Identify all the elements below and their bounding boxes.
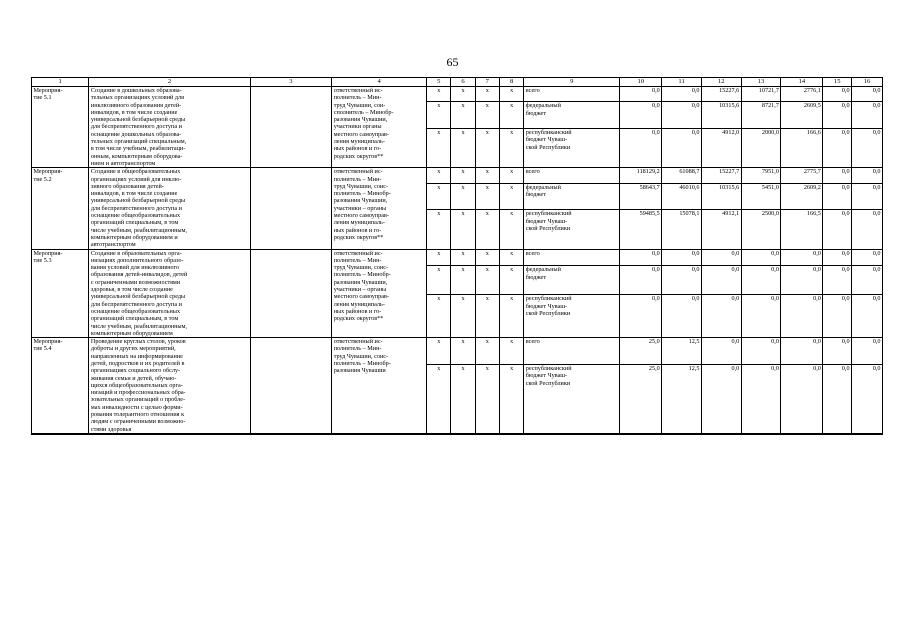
funding-value: 25,0 — [620, 365, 662, 434]
code-mark: x — [475, 338, 499, 365]
funding-value: 0,0 — [701, 338, 741, 365]
code-mark: x — [451, 183, 475, 210]
funding-value: 0,0 — [823, 102, 852, 129]
code-mark: x — [475, 87, 499, 102]
funding-source: всего — [524, 168, 620, 183]
funding-value: 0,0 — [620, 102, 662, 129]
funding-source: всего — [524, 87, 620, 102]
funding-value: 0,0 — [620, 129, 662, 168]
code-mark: x — [499, 210, 523, 249]
funding-value: 0,0 — [662, 295, 702, 338]
activity-description: Создание в образовательных орга- низациях дополнительного образо- вания условий для инклюзивного образования детей-инвалидов, детей с ограниченными возможностями здоровья, в том числе создание универсальной безбарьерной среды для беспрепятственного доступа и оснащение общеобразовательных организаций специальным, в том числе учебным, реабилитационным, компьютерным оборудованием — [89, 249, 250, 338]
funding-value: 2000,0 — [741, 129, 781, 168]
funding-value: 0,0 — [620, 249, 662, 266]
code-mark: x — [427, 338, 451, 365]
code-mark: x — [427, 129, 451, 168]
funding-value: 0,0 — [701, 249, 741, 266]
funding-value: 59485,5 — [620, 210, 662, 249]
funding-value: 0,0 — [620, 295, 662, 338]
column-number: 3 — [250, 78, 332, 87]
funding-value: 0,0 — [662, 87, 702, 102]
code-mark: x — [499, 295, 523, 338]
code-mark: x — [499, 338, 523, 365]
code-mark: x — [499, 129, 523, 168]
funding-value: 0,0 — [741, 249, 781, 266]
table-bottom-border — [31, 434, 883, 435]
activity-responsible: ответственный ис- полнитель – Мин- труд Чувашии, сои- сполнитель – Минобр- разования Чувашии, участники органы местного самоуправ- ления муниципаль- ных районов и го- родских округов** — [332, 87, 427, 168]
funding-value: 25,0 — [620, 338, 662, 365]
code-mark: x — [475, 102, 499, 129]
code-mark: x — [451, 365, 475, 434]
activity-col3 — [250, 338, 332, 434]
code-mark: x — [427, 249, 451, 266]
code-mark: x — [427, 183, 451, 210]
table-row — [32, 87, 883, 102]
column-number: 16 — [852, 78, 883, 87]
code-mark: x — [499, 266, 523, 295]
code-mark: x — [451, 210, 475, 249]
column-number: 6 — [451, 78, 475, 87]
funding-value: 118129,2 — [620, 168, 662, 183]
funding-value: 0,0 — [662, 249, 702, 266]
funding-value: 2776,1 — [781, 87, 823, 102]
code-mark: x — [475, 266, 499, 295]
funding-value: 0,0 — [741, 295, 781, 338]
code-mark: x — [451, 168, 475, 183]
funding-value: 0,0 — [852, 266, 883, 295]
funding-value: 0,0 — [741, 338, 781, 365]
code-mark: x — [427, 295, 451, 338]
code-mark: x — [427, 210, 451, 249]
code-mark: x — [475, 249, 499, 266]
code-mark: x — [451, 338, 475, 365]
code-mark: x — [475, 129, 499, 168]
funding-source: всего — [524, 338, 620, 365]
code-mark: x — [475, 295, 499, 338]
funding-value: 15078,1 — [662, 210, 702, 249]
code-mark: x — [499, 87, 523, 102]
code-mark: x — [451, 249, 475, 266]
code-mark: x — [427, 168, 451, 183]
funding-value: 0,0 — [823, 365, 852, 434]
code-mark: x — [499, 168, 523, 183]
funding-source: федеральный бюджет — [524, 266, 620, 295]
funding-value: 0,0 — [852, 249, 883, 266]
funding-value: 2609,5 — [781, 102, 823, 129]
funding-value: 12,5 — [662, 365, 702, 434]
funding-value: 2775,7 — [781, 168, 823, 183]
funding-value: 46010,6 — [662, 183, 702, 210]
funding-value: 10315,6 — [701, 102, 741, 129]
funding-value: 0,0 — [701, 295, 741, 338]
funding-source: республиканский бюджет Чуваш- ской Республики — [524, 295, 620, 338]
funding-source: федеральный бюджет — [524, 183, 620, 210]
funding-source: республиканский бюджет Чуваш- ской Республики — [524, 129, 620, 168]
column-number-row — [32, 78, 883, 87]
activity-col3 — [250, 168, 332, 249]
column-number: 9 — [524, 78, 620, 87]
code-mark: x — [499, 183, 523, 210]
funding-value: 0,0 — [852, 102, 883, 129]
funding-value: 0,0 — [823, 129, 852, 168]
column-number: 12 — [701, 78, 741, 87]
funding-value: 0,0 — [823, 183, 852, 210]
activity-description: Создание в общеобразовательных организациях условий для инклю- зивного образования детей- инвалидов, в том числе создание универсальной безбарьерной среды для беспрепятственного доступа и оснащение общеобразовательных организаций специальным, в том числе учебным, реабилитационным, компьютерным оборудованием и автотранспортом — [89, 168, 250, 249]
activity-description: Создание в дошкольных образова- тельных организациях условий для инклюзивного образования детей- инвалидов, в том числе создание универсальной безбарьерной среды для беспрепятственного доступа и оснащение дошкольных образова- тельных организаций специальным, в том числе учебным, реабилитаци- онным, компьютерным оборудова- нием и автотранспортом — [89, 87, 250, 168]
funding-value: 5451,0 — [741, 183, 781, 210]
funding-value: 166,5 — [781, 210, 823, 249]
code-mark: x — [475, 183, 499, 210]
activity-description: Проведение круглых столов, уроков доброты и других мероприятий, направленных на информирование детей, подростков и их родителей в организациях социального обслу- живания семьи и детей, обучаю- щихся общеобразовательных орга- низаций и профессиональных обра- зовательных организаций о пробле- мах инвалидности с целью форми- рования толерантного отношения к людям с ограниченными возможно- стями здоровья — [89, 338, 250, 434]
table-row — [32, 168, 883, 183]
column-number: 11 — [662, 78, 702, 87]
funding-value: 0,0 — [741, 365, 781, 434]
funding-source: всего — [524, 249, 620, 266]
code-mark: x — [499, 249, 523, 266]
funding-source: республиканский бюджет Чуваш- ской Республики — [524, 365, 620, 434]
funding-value: 0,0 — [662, 266, 702, 295]
funding-value: 0,0 — [701, 266, 741, 295]
funding-value: 15227,7 — [701, 168, 741, 183]
activity-responsible: ответственный ис- полнитель – Мин- труд Чувашии, соис- полнитель – Минобр- разования Чувашии, участники – органы местного самоуправ- ления муниципаль- ных районов и го- родских округов** — [332, 168, 427, 249]
code-mark: x — [475, 210, 499, 249]
funding-value: 0,0 — [852, 210, 883, 249]
activity-responsible: ответственный ис- полнитель – Мин- труд Чувашии, соис- полнитель – Минобр- разования Чувашии — [332, 338, 427, 434]
activity-code: Мероприя- тие 5.1 — [32, 87, 89, 168]
funding-value: 12,5 — [662, 338, 702, 365]
code-mark: x — [427, 365, 451, 434]
column-number: 1 — [32, 78, 89, 87]
funding-value: 0,0 — [620, 87, 662, 102]
activity-code: Мероприя- тие 5.4 — [32, 338, 89, 434]
column-number: 8 — [499, 78, 523, 87]
funding-source: федеральный бюджет — [524, 102, 620, 129]
code-mark: x — [475, 168, 499, 183]
funding-source: республиканский бюджет Чуваш- ской Республики — [524, 210, 620, 249]
column-number: 2 — [89, 78, 250, 87]
funding-value: 0,0 — [741, 266, 781, 295]
funding-value: 0,0 — [823, 249, 852, 266]
code-mark: x — [451, 295, 475, 338]
column-number: 14 — [781, 78, 823, 87]
activity-code: Мероприя- тие 5.2 — [32, 168, 89, 249]
column-number: 7 — [475, 78, 499, 87]
funding-value: 8721,7 — [741, 102, 781, 129]
funding-value: 0,0 — [823, 168, 852, 183]
column-number: 4 — [332, 78, 427, 87]
funding-value: 0,0 — [662, 102, 702, 129]
funding-value: 0,0 — [852, 338, 883, 365]
funding-value: 0,0 — [662, 129, 702, 168]
funding-value: 2609,2 — [781, 183, 823, 210]
funding-value: 0,0 — [852, 365, 883, 434]
code-mark: x — [451, 87, 475, 102]
column-number: 10 — [620, 78, 662, 87]
funding-value: 0,0 — [823, 338, 852, 365]
column-number: 15 — [823, 78, 852, 87]
funding-value: 0,0 — [620, 266, 662, 295]
code-mark: x — [451, 266, 475, 295]
funding-value: 0,0 — [781, 338, 823, 365]
funding-value: 0,0 — [781, 249, 823, 266]
column-number: 5 — [427, 78, 451, 87]
funding-value: 4912,1 — [701, 210, 741, 249]
funding-value: 0,0 — [781, 365, 823, 434]
funding-value: 61088,7 — [662, 168, 702, 183]
program-activities-table — [31, 77, 883, 434]
funding-value: 0,0 — [781, 266, 823, 295]
funding-value: 0,0 — [781, 295, 823, 338]
code-mark: x — [451, 102, 475, 129]
funding-value: 0,0 — [852, 168, 883, 183]
column-number: 13 — [741, 78, 781, 87]
funding-value: 0,0 — [823, 87, 852, 102]
activity-col3 — [250, 249, 332, 338]
funding-value: 10721,7 — [741, 87, 781, 102]
funding-value: 166,6 — [781, 129, 823, 168]
page-number: 65 — [446, 55, 459, 69]
activity-responsible: ответственный ис- полнитель – Мин- труд Чувашии, соис- полнитель – Минобр- разования Чувашии, участники – органы местного самоуправ- ления муниципаль- ных районов и го- родских округов** — [332, 249, 427, 338]
activity-code: Мероприя- тие 5.3 — [32, 249, 89, 338]
code-mark: x — [499, 102, 523, 129]
table-row — [32, 338, 883, 365]
funding-value: 10315,6 — [701, 183, 741, 210]
code-mark: x — [451, 129, 475, 168]
funding-value: 0,0 — [852, 129, 883, 168]
code-mark: x — [475, 365, 499, 434]
code-mark: x — [427, 266, 451, 295]
funding-value: 0,0 — [852, 87, 883, 102]
activity-col3 — [250, 87, 332, 168]
funding-value: 0,0 — [852, 295, 883, 338]
funding-value: 0,0 — [823, 266, 852, 295]
code-mark: x — [427, 102, 451, 129]
funding-value: 7951,0 — [741, 168, 781, 183]
table-row — [32, 249, 883, 266]
funding-value: 2500,0 — [741, 210, 781, 249]
funding-value: 0,0 — [701, 365, 741, 434]
funding-value: 0,0 — [852, 183, 883, 210]
funding-value: 58643,7 — [620, 183, 662, 210]
funding-value: 4912,0 — [701, 129, 741, 168]
code-mark: x — [499, 365, 523, 434]
funding-value: 0,0 — [823, 295, 852, 338]
funding-value: 15227,6 — [701, 87, 741, 102]
code-mark: x — [427, 87, 451, 102]
funding-value: 0,0 — [823, 210, 852, 249]
